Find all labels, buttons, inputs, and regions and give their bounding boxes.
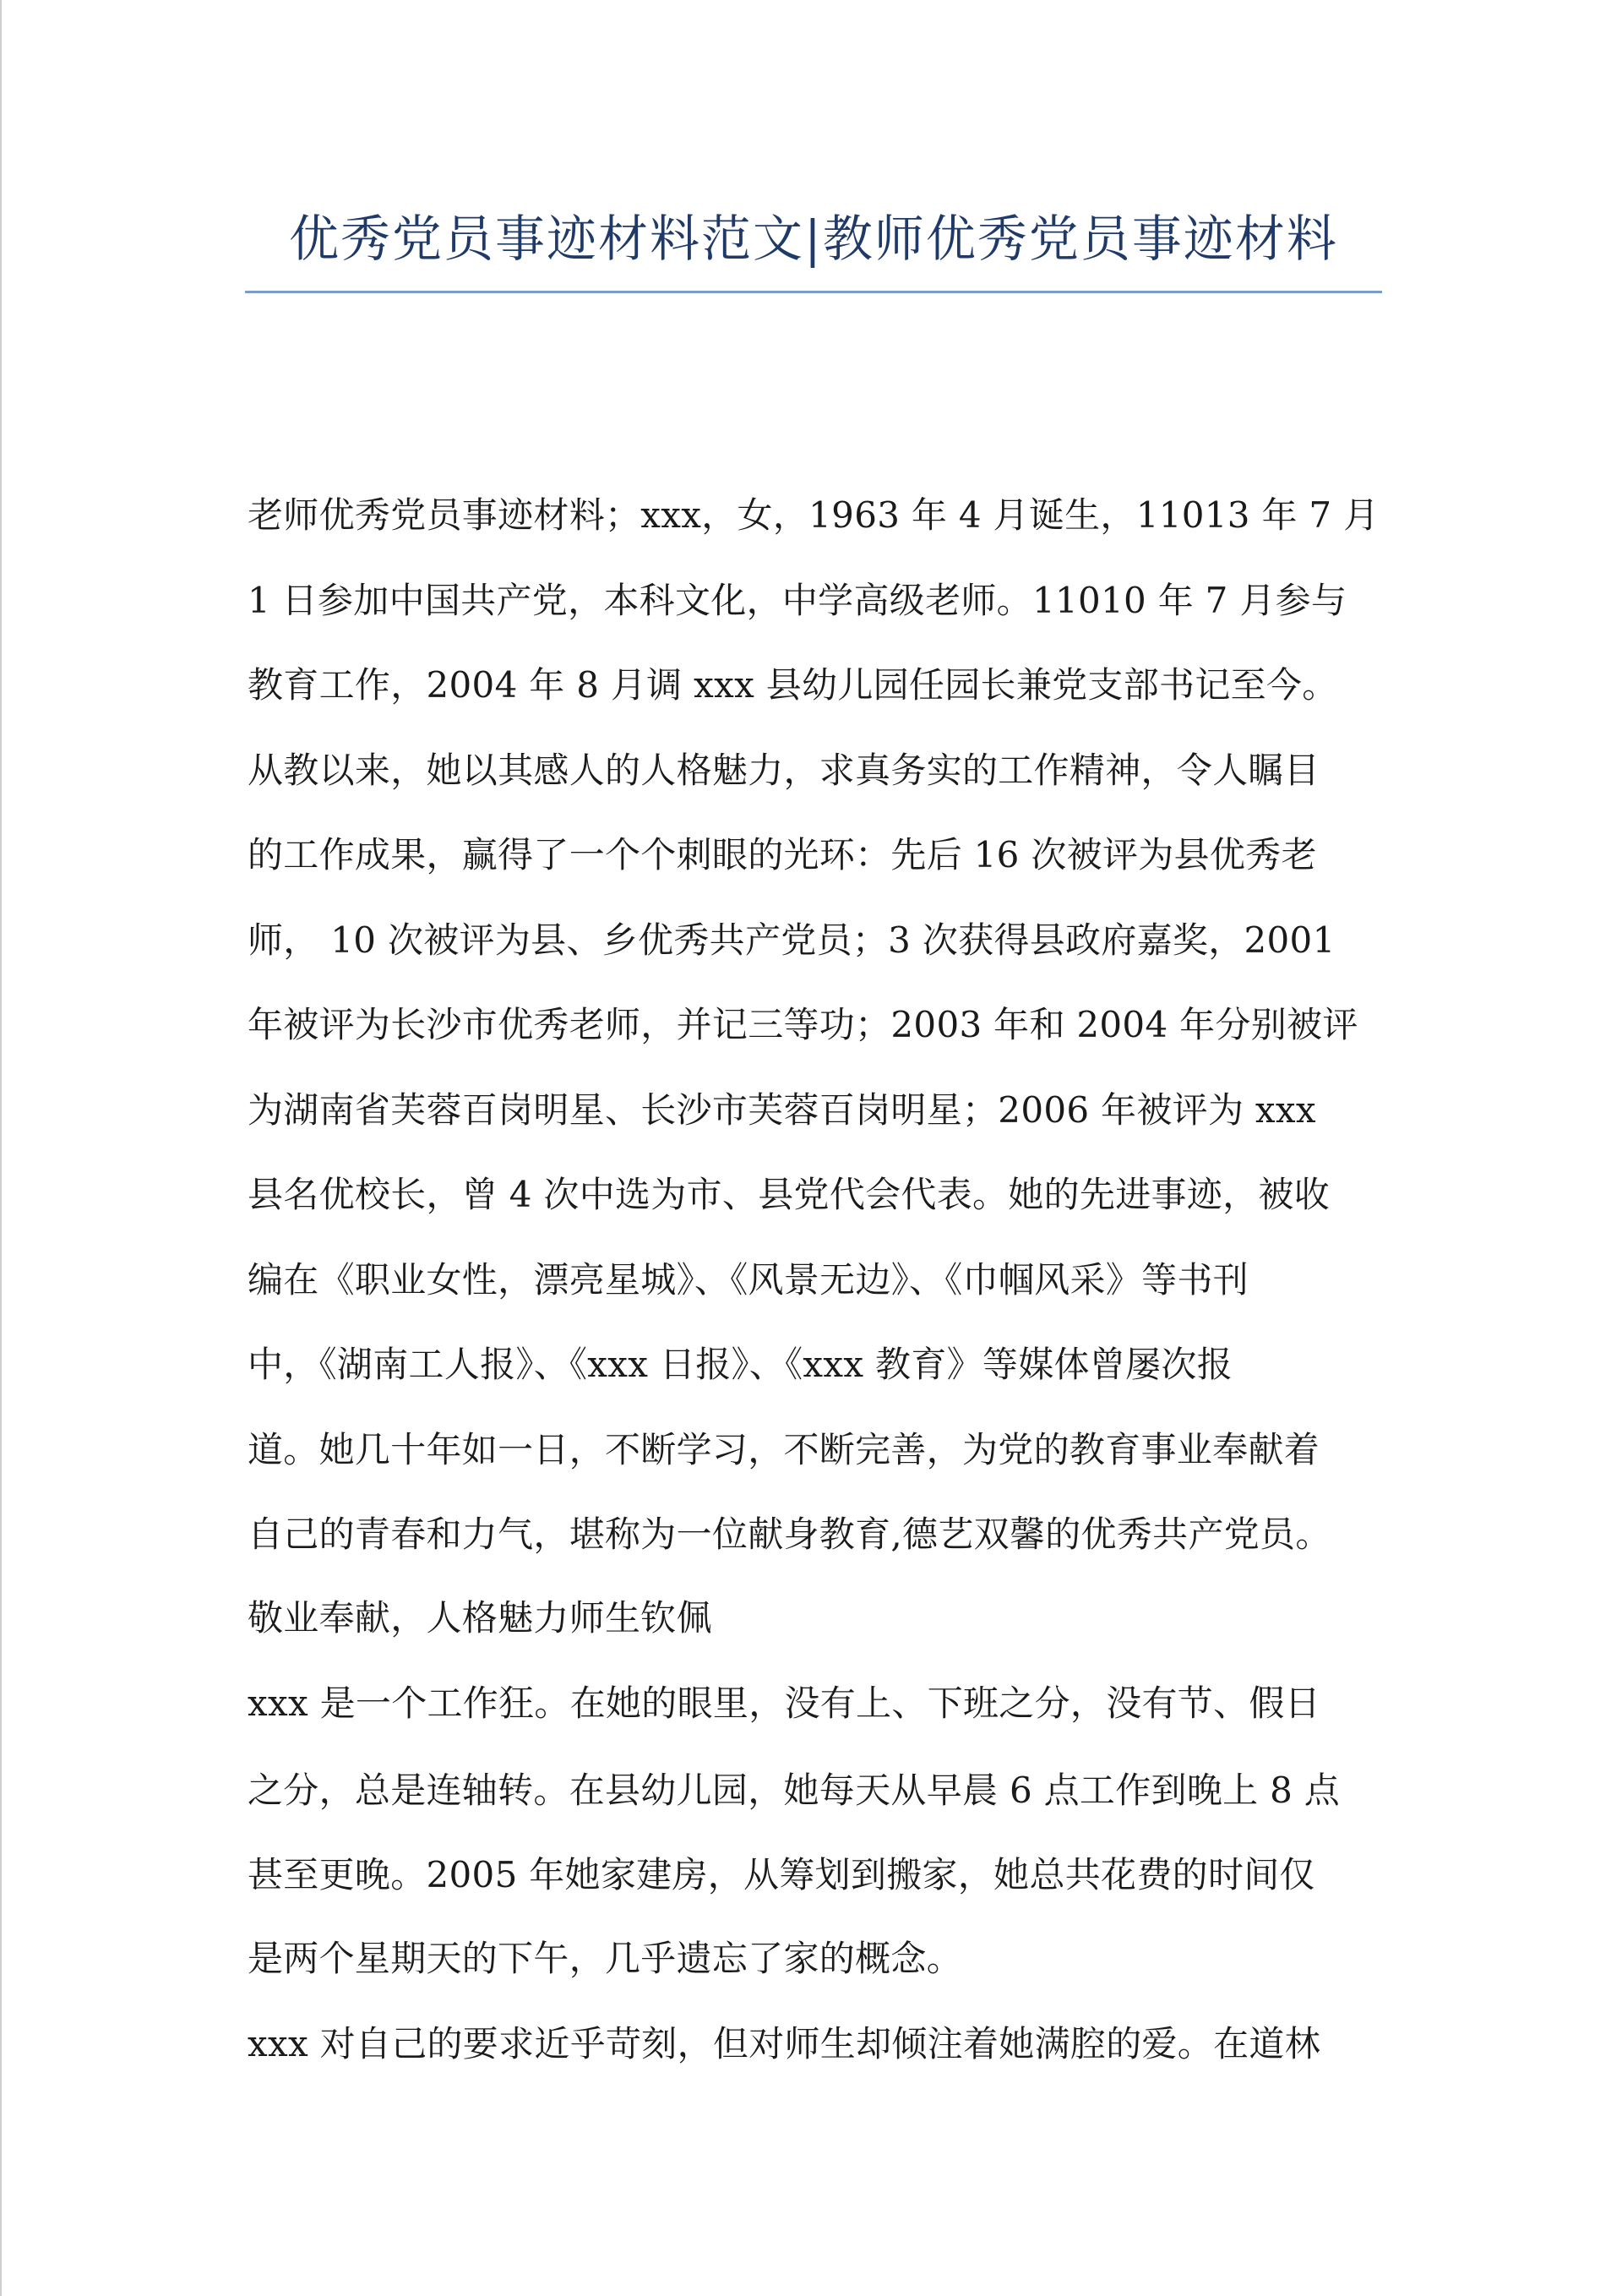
document-title: 优秀党员事迹材料范文|教师优秀党员事迹材料 <box>289 210 1338 268</box>
body-line: xxx 是一个工作狂。在她的眼里，没有上、下班之分，没有节、假日 <box>248 1682 1321 1724</box>
body-line: 老师优秀党员事迹材料；xxx，女，1963 年 4 月诞生，11013 年 7 月 <box>248 494 1380 536</box>
body-line: 为湖南省芙蓉百岗明星、长沙市芙蓉百岗明星；2006 年被评为 xxx <box>248 1088 1316 1131</box>
body-line: 中，《湖南工人报》、《xxx 日报》、《xxx 教育》等媒体曾屡次报 <box>248 1344 1233 1385</box>
body-line: 道。她几十年如一日，不断学习，不断完善，为党的教育事业奉献着 <box>248 1428 1320 1470</box>
section-heading: 敬业奉献，人格魅力师生钦佩 <box>248 1596 712 1639</box>
body-line: 编在《职业女性，漂亮星城》、《风景无边》、《巾帼风采》等书刊 <box>248 1258 1249 1301</box>
body-line: xxx 对自己的要求近乎苛刻，但对师生却倾注着她满腔的爱。在道林 <box>248 2022 1321 2064</box>
body-line: 甚至更晚。2005 年她家建房，从筹划到搬家，她总共花费的时间仅 <box>248 1854 1315 1895</box>
body-line: 年被评为长沙市优秀老师，并记三等功；2003 年和 2004 年分别被评 <box>248 1004 1358 1045</box>
body-line: 教育工作，2004 年 8 月调 xxx 县幼儿园任园长兼党支部书记至今。 <box>248 664 1338 706</box>
body-line: 从教以来，她以其感人的人格魅力，求真务实的工作精神，令人瞩目 <box>248 749 1320 791</box>
title-underline <box>245 291 1382 293</box>
body-line: 自己的青春和力气，堪称为一位献身教育,德艺双馨的优秀共产党员。 <box>248 1513 1331 1555</box>
body-line: 县名优校长，曾 4 次中选为市、县党代会代表。她的先进事迹，被收 <box>248 1174 1331 1215</box>
body-line: 的工作成果，赢得了一个个刺眼的光环：先后 16 次被评为县优秀老 <box>248 834 1317 875</box>
body-line: 师， 10 次被评为县、乡优秀共产党员；3 次获得县政府嘉奖，2001 <box>248 919 1336 961</box>
document-body <box>248 473 1396 2089</box>
body-line: 1 日参加中国共产党，本科文化，中学高级老师。11010 年 7 月参与 <box>248 579 1347 621</box>
body-line: 之分，总是连轴转。在县幼儿园，她每天从早晨 6 点工作到晚上 8 点 <box>248 1769 1341 1811</box>
body-line: 是两个星期天的下午，几乎遗忘了家的概念。 <box>248 1937 963 1979</box>
